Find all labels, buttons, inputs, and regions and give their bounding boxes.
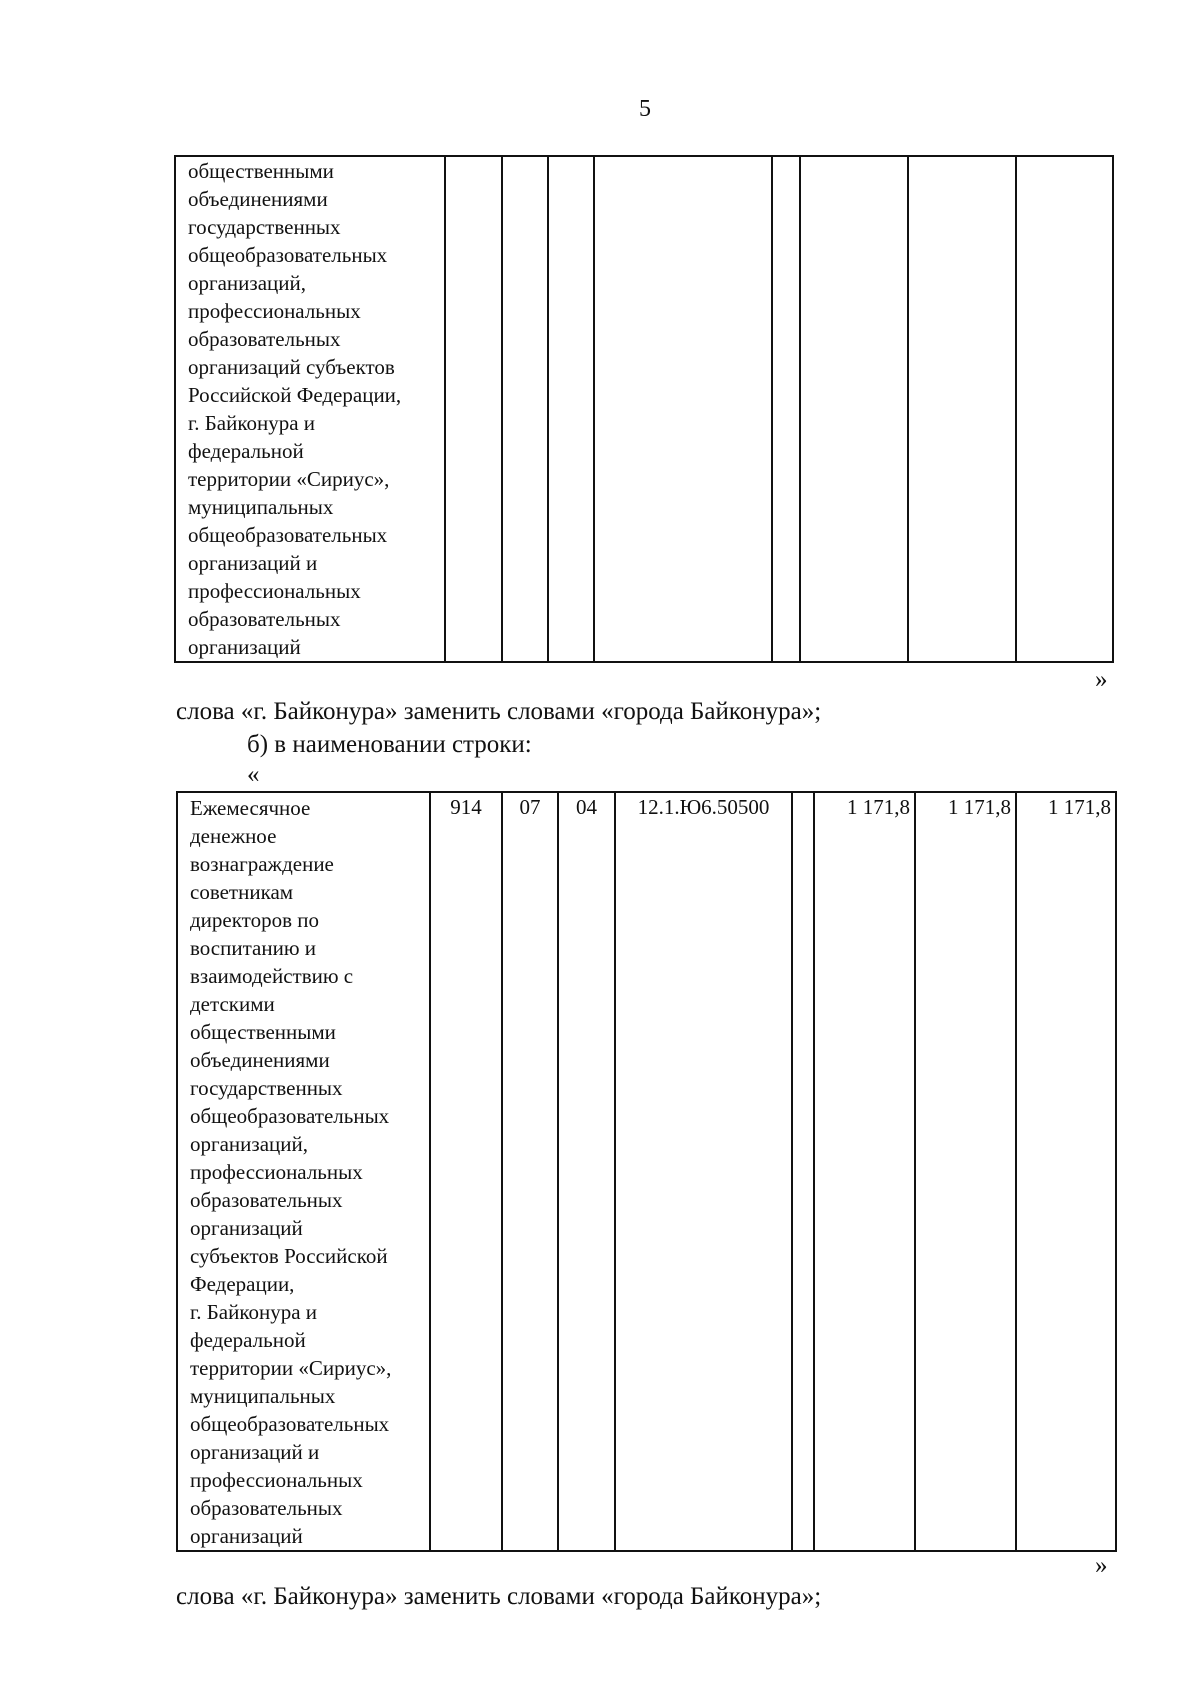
replacement-instruction: слова «г. Байконура» заменить словами «города Байконура»; xyxy=(176,1583,822,1610)
description-line: организаций xyxy=(190,1524,303,1548)
description-line: организаций и xyxy=(190,1440,320,1464)
description-line: образовательных xyxy=(188,327,341,351)
description-line: объединениями xyxy=(190,1048,330,1072)
description-line: территории «Сириус», xyxy=(188,467,390,491)
description-line: организаций xyxy=(190,1216,303,1240)
description-line: советникам xyxy=(190,880,294,904)
closing-quote: » xyxy=(1095,666,1108,693)
description-line: Российской Федерации, xyxy=(188,383,402,407)
table-row xyxy=(175,156,1113,662)
closing-quote: » xyxy=(1095,1552,1108,1579)
table-continuation xyxy=(174,155,1114,663)
description-line: Федерации, xyxy=(190,1272,295,1296)
description-line: общеобразовательных xyxy=(188,523,388,547)
description-line: г. Байконура и xyxy=(188,411,316,435)
expense-type-cell xyxy=(792,792,814,1551)
description-line: территории «Сириус», xyxy=(190,1356,392,1380)
section-code-cell: 07 xyxy=(502,792,558,1551)
target-article-cell: 12.1.Ю6.50500 xyxy=(615,792,792,1551)
amount-cell xyxy=(1016,156,1113,662)
description-line: директоров по xyxy=(190,908,319,932)
description-line: профессиональных xyxy=(190,1160,363,1184)
replacement-instruction: слова «г. Байконура» заменить словами «города Байконура»; xyxy=(176,698,822,725)
description-line: муниципальных xyxy=(188,495,334,519)
amount-cell: 1 171,8 xyxy=(915,792,1016,1551)
description-line: организаций, xyxy=(190,1132,308,1156)
section-code-cell xyxy=(502,156,548,662)
description-line: государственных xyxy=(190,1076,343,1100)
description-line: общеобразовательных xyxy=(188,243,388,267)
description-line: профессиональных xyxy=(188,579,361,603)
description-line: организаций, xyxy=(188,271,306,295)
subsection-code-cell: 04 xyxy=(558,792,615,1551)
amount-cell: 1 171,8 xyxy=(1016,792,1116,1551)
description-line: организаций xyxy=(188,635,301,659)
description-line: государственных xyxy=(188,215,341,239)
description-line: г. Байконура и xyxy=(190,1300,318,1324)
description-line: профессиональных xyxy=(188,299,361,323)
description-line: профессиональных xyxy=(190,1468,363,1492)
description-line: общеобразовательных xyxy=(190,1412,390,1436)
description-line: детскими xyxy=(190,992,275,1016)
amount-cell xyxy=(908,156,1016,662)
description-line: вознаграждение xyxy=(190,852,334,876)
item-b-heading: б) в наименовании строки: xyxy=(247,731,532,758)
description-line: объединениями xyxy=(188,187,328,211)
description-line: организаций и xyxy=(188,551,318,575)
description-line: образовательных xyxy=(190,1496,343,1520)
description-line: образовательных xyxy=(190,1188,343,1212)
subsection-code-cell xyxy=(548,156,594,662)
description-line: Ежемесячное xyxy=(190,796,311,820)
description-line: общественными xyxy=(188,159,334,183)
opening-quote: « xyxy=(247,761,260,788)
description-line: организаций субъектов xyxy=(188,355,395,379)
description-line: общественными xyxy=(190,1020,336,1044)
table-row-name xyxy=(176,791,1117,1552)
amount-cell xyxy=(800,156,908,662)
description-line: взаимодействию с xyxy=(190,964,354,988)
description-line: федеральной xyxy=(190,1328,306,1352)
ministry-code-cell xyxy=(445,156,502,662)
ministry-code-cell: 914 xyxy=(430,792,502,1551)
description-line: субъектов Российской xyxy=(190,1244,388,1268)
description-line: общеобразовательных xyxy=(190,1104,390,1128)
description-line: федеральной xyxy=(188,439,304,463)
row-description-cell xyxy=(177,792,430,1551)
expense-type-cell xyxy=(772,156,800,662)
row-description-cell xyxy=(175,156,445,662)
description-line: муниципальных xyxy=(190,1384,336,1408)
target-article-cell xyxy=(594,156,772,662)
table-row xyxy=(177,792,1116,1551)
amount-cell: 1 171,8 xyxy=(814,792,915,1551)
description-line: образовательных xyxy=(188,607,341,631)
description-line: денежное xyxy=(190,824,277,848)
page-number: 5 xyxy=(639,96,651,122)
description-line: воспитанию и xyxy=(190,936,316,960)
